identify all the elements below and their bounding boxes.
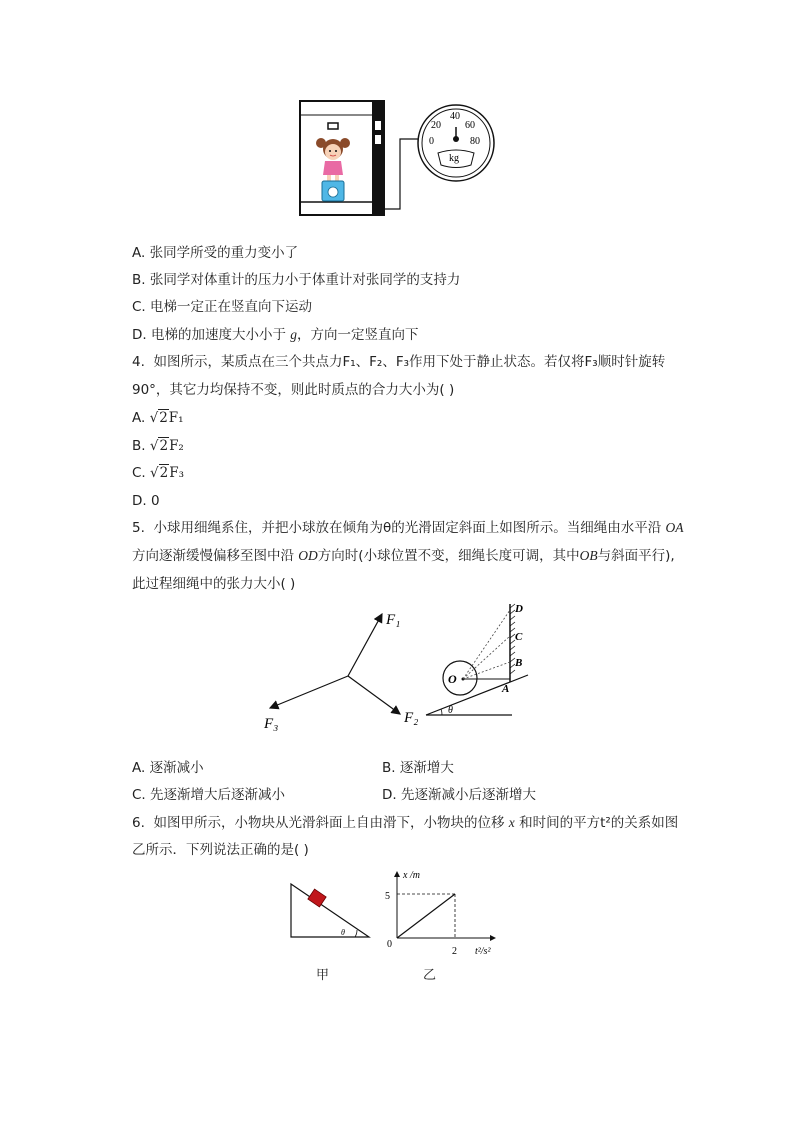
option-letter: C.	[132, 787, 146, 803]
label-f3: F₃	[264, 716, 279, 732]
question-number: 6.	[132, 815, 145, 831]
q6-stem-text: 如图甲所示，小物块从光滑斜面上自由滑下，小物块的位移	[153, 815, 509, 831]
x-t2-chart	[375, 868, 505, 963]
x-axis-label: t²/s²	[475, 946, 491, 957]
q6-stem-text-2: 乙所示．下列说法正确的是( )	[132, 842, 309, 858]
force-symbol: F₃	[169, 465, 184, 481]
option-letter: D.	[382, 787, 397, 803]
incline-angle-label: θ	[341, 928, 345, 937]
q4-option-a[interactable]	[132, 409, 184, 427]
q5-stem-text-2b: 方向时(小球位置不变，细绳长度可调，其中	[317, 548, 580, 564]
q5-option-a[interactable]	[132, 759, 204, 777]
q5-stem-text-2: 方向逐渐缓慢偏移至图中沿	[132, 548, 299, 564]
q4-option-b[interactable]	[132, 437, 184, 455]
q4-option-d[interactable]	[132, 492, 160, 510]
q5-option-d[interactable]	[382, 786, 536, 804]
option-text: 电梯的加速度大小小于	[150, 327, 291, 343]
dial-tick-40: 40	[450, 111, 460, 122]
elevator-scale-figure	[290, 95, 510, 220]
option-letter: B.	[382, 760, 396, 776]
dial-tick-20: 20	[431, 120, 441, 131]
label-b: B	[515, 657, 523, 669]
incline-ball-diagram	[420, 600, 532, 724]
caption-yi: 乙	[423, 968, 437, 983]
question-number: 5.	[132, 520, 145, 536]
q4-stem-line1	[132, 353, 665, 371]
q5-stem-line3	[132, 575, 295, 593]
label-a: A	[502, 683, 510, 695]
option-letter: B.	[132, 272, 146, 288]
data-line	[397, 894, 455, 938]
incline-block-figure	[285, 880, 375, 942]
option-letter: A.	[132, 245, 146, 261]
sqrt-expression: √2	[149, 410, 168, 426]
option-text: 张同学所受的重力变小了	[149, 245, 299, 261]
caption-jia: 甲	[316, 968, 330, 983]
option-letter: D.	[132, 493, 147, 509]
q3-option-a[interactable]	[132, 244, 298, 262]
q5-stem-text-2c: 与斜面平行),	[597, 548, 675, 564]
dial-unit: kg	[449, 153, 459, 164]
option-letter: A.	[132, 760, 146, 776]
option-text: 先逐渐增大后逐渐减小	[150, 787, 286, 803]
label-o: O	[448, 672, 457, 686]
force-symbol: F₂	[169, 438, 184, 454]
sqrt-expression: √2	[149, 438, 169, 454]
q3-option-d[interactable]	[132, 326, 419, 344]
q5-stem-text-3: 此过程细绳中的张力大小( )	[132, 576, 296, 592]
dial-tick-0: 0	[429, 136, 434, 147]
var-ob: OB	[579, 548, 598, 563]
q4-stem-line2	[132, 381, 454, 399]
var-x: x	[508, 815, 515, 830]
option-text: 张同学对体重计的压力小于体重计对张同学的支持力	[149, 272, 461, 288]
q3-option-b[interactable]	[132, 271, 460, 289]
q5-option-c[interactable]	[132, 786, 285, 804]
option-text: 电梯一定正在竖直向下运动	[150, 299, 313, 315]
q6-stem-text-b: 和时间的平方t²的关系如图	[514, 815, 679, 831]
option-letter: D.	[132, 327, 147, 343]
option-letter: B.	[132, 438, 146, 454]
dial-tick-60: 60	[465, 120, 475, 131]
q4-stem-text-2: 90°，其它力均保持不变，则此时质点的合力大小为( )	[132, 382, 455, 398]
q6-stem-line2	[132, 841, 309, 859]
option-var-g: g	[290, 327, 298, 342]
label-theta: θ	[448, 705, 453, 716]
option-letter: A.	[132, 410, 146, 426]
label-c: C	[515, 631, 523, 643]
label-f2: F₂	[404, 710, 419, 726]
sqrt-expression: √2	[150, 465, 169, 481]
q5-stem-text: 小球用细绳系住，并把小球放在倾角为θ的光滑固定斜面上如图所示。当细绳由水平沿	[153, 520, 666, 536]
force-symbol: F₁	[168, 410, 184, 426]
option-letter: C.	[132, 299, 146, 315]
q4-option-c[interactable]	[132, 464, 184, 482]
option-text: 逐渐减小	[149, 760, 204, 776]
var-oa: OA	[665, 520, 684, 535]
q5-stem-line2	[132, 547, 675, 565]
option-text-after: ，方向一定竖直向下	[297, 327, 419, 343]
y-axis-label: x /m	[403, 870, 420, 881]
q6-stem-line1	[132, 814, 678, 832]
option-text: 先逐渐减小后逐渐增大	[400, 787, 536, 803]
label-f1: F₁	[386, 612, 401, 628]
q3-option-c[interactable]	[132, 298, 312, 316]
option-text: 逐渐增大	[399, 760, 454, 776]
q5-option-b[interactable]	[382, 759, 454, 777]
dial-tick-80: 80	[470, 136, 480, 147]
q4-stem-text: 如图所示，某质点在三个共点力F₁、F₂、F₃作用下处于静止状态。若仅将F₃顺时针旋转	[153, 354, 666, 370]
label-d: D	[515, 603, 523, 615]
option-value: 0	[150, 493, 160, 509]
y-tick-label: 5	[385, 891, 390, 902]
x-tick-label: 2	[452, 946, 457, 957]
question-number: 4.	[132, 354, 145, 370]
option-letter: C.	[132, 465, 146, 481]
var-od: OD	[298, 548, 318, 563]
q5-stem-line1	[132, 519, 684, 537]
origin-label: 0	[387, 939, 392, 950]
force-diagram	[258, 602, 428, 737]
